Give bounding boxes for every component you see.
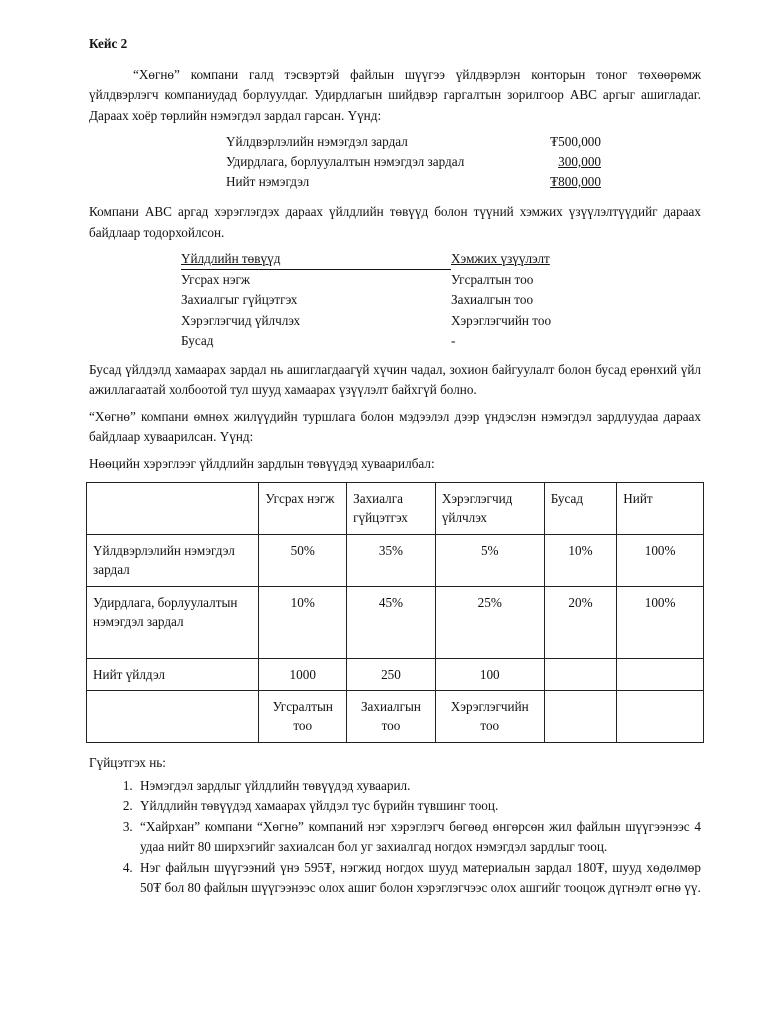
- cost-row: [226, 152, 601, 172]
- activity-measure: Хэрэглэгчийн тоо: [451, 312, 552, 328]
- table-cell: Захиалгын тоо: [347, 691, 436, 743]
- cost-amount: ₮800,000: [550, 174, 601, 189]
- activity-header: [181, 249, 566, 270]
- table-row-label: Үйлдвэрлэлийн нэмэгдэл зардал: [87, 535, 259, 587]
- activity-center: Угсрах нэгж: [181, 271, 251, 287]
- table-cell: 10%: [544, 535, 617, 587]
- table-header-cell: Угсрах нэгж: [259, 483, 347, 535]
- cost-row-total: [226, 172, 601, 192]
- table-cell: 100%: [617, 587, 704, 659]
- activity-measure: Захиалгын тоо: [451, 292, 534, 307]
- table-row: [87, 691, 704, 743]
- activity-row: [181, 290, 566, 311]
- cost-amount: ₮500,000: [550, 134, 601, 149]
- activity-center: Захиалгыг гүйцэтгэх: [181, 292, 298, 307]
- cost-label: Нийт нэмэгдэл: [226, 174, 310, 189]
- table-cell: 45%: [347, 587, 436, 659]
- case-document: [89, 34, 701, 899]
- resource-allocation-caption: Нөөцийн хэрэглээг үйлдлийн зардлын төвүүдэд хуваарилбал:: [89, 455, 435, 471]
- intro-paragraph: “Хөгнө” компани галд тэсвэртэй файлын шүүгээ үйлдвэрлэн конторын тоног төхөөрөмж үйлдвэрлэгч компаниудад борлуулдаг. Удирдлагын шийдвэр гаргалтын зорилгоор ABC аргыг ашигладаг. Дараах хоёр төрлийн нэмэгдэл зардал гарсан. Үүнд:: [89, 66, 701, 123]
- table-cell: [617, 659, 704, 691]
- table-cell: 250: [347, 659, 436, 691]
- task-item: 4. Нэг файлын шүүгээний үнэ 595₮, нэгжид ногдох шууд материалын зардал 180₮, шууд хөдөлмөр 50₮ бол 80 файлын шүүгээнээс олох ашиг болон хэрэглэгчээс олох ашгийг тооцож дүгнэлт өгнө үү.: [136, 858, 701, 899]
- table-row: [87, 535, 704, 587]
- table-row-label: [87, 691, 259, 743]
- task-item: 3. “Хайрхан” компани “Хөгнө” компаний нэг хэрэглэгч бөгөөд өнгөрсөн жил файлын шүүгээнээс 4 удаа нийт 80 ширхэгийг захиалсан бол уг захиалгад ногдох нэмэгдэл зардлыг тооц.: [136, 817, 701, 858]
- activity-row: [181, 331, 566, 352]
- other-costs-paragraph: Бусад үйлдэлд хамаарах зардал нь ашиглагдаагүй хүчин чадал, зохион байгуулалт болон бусад ерөнхий үйл ажиллагаатай холбоотой тул шууд хамаарах үзүүлэлт байхгүй болно.: [89, 361, 701, 397]
- table-cell: 10%: [259, 587, 347, 659]
- table-row-label: Удирдлага, борлуулалтын нэмэгдэл зардал: [87, 587, 259, 659]
- activity-measure: Угсралтын тоо: [451, 271, 534, 287]
- activity-header-measure: Хэмжих үзүүлэлт: [451, 251, 550, 266]
- table-cell: 100: [435, 659, 544, 691]
- table-cell: Угсралтын тоо: [259, 691, 347, 743]
- activity-center: Хэрэглэгчид үйлчлэх: [181, 312, 301, 328]
- cost-amount: 300,000: [558, 154, 601, 169]
- cost-label: Удирдлага, борлуулалтын нэмэгдэл зардал: [226, 154, 465, 169]
- table-row: [87, 659, 704, 691]
- table-header-cell: Хэрэглэгчид үйлчлэх: [435, 483, 544, 535]
- table-header-cell: Бусад: [544, 483, 617, 535]
- activity-measure: -: [451, 333, 456, 348]
- tasks-list: [89, 776, 701, 899]
- cost-row: [226, 132, 601, 152]
- table-cell: 1000: [259, 659, 347, 691]
- table-cell: 35%: [347, 535, 436, 587]
- activity-row: [181, 270, 566, 291]
- cost-label: Үйлдвэрлэлийн нэмэгдэл зардал: [226, 134, 408, 149]
- case-title: Кейс 2: [89, 36, 128, 51]
- task-item: 2. Үйлдлийн төвүүдэд хамаарах үйлдэл тус бүрийн түвшинг тооц.: [136, 796, 701, 817]
- table-cell: 100%: [617, 535, 704, 587]
- table-cell: Хэрэглэгчийн тоо: [435, 691, 544, 743]
- table-cell: [617, 691, 704, 743]
- table-cell: 50%: [259, 535, 347, 587]
- table-cell: 20%: [544, 587, 617, 659]
- task-item: 1. Нэмэгдэл зардлыг үйлдлийн төвүүдэд хуваарил.: [136, 776, 701, 797]
- table-cell: 5%: [435, 535, 544, 587]
- tasks-title: Гүйцэтгэх нь:: [89, 755, 166, 770]
- table-header-row: [87, 483, 704, 535]
- table-header-cell: [87, 483, 259, 535]
- table-header-cell: Захиалга гүйцэтгэх: [347, 483, 436, 535]
- activity-intro-paragraph: Компани ABC аргад хэрэглэгдэх дараах үйлдлийн төвүүд болон түүний хэмжих үзүүлэлтүүдийг дараах байдлаар тодорхойлсон.: [89, 204, 701, 240]
- allocation-intro-paragraph: “Хөгнө” компани өмнөх жилүүдийн туршлага болон мэдээлэл дээр үндэслэн нэмэгдэл зардлуудаа дараах байдлаар хуваарилсан. Үүнд:: [89, 408, 701, 444]
- table-row-label: Нийт үйлдэл: [87, 659, 259, 691]
- activity-header-center: Үйлдлийн төвүүд: [181, 249, 451, 270]
- table-cell: [544, 659, 617, 691]
- table-cell: 25%: [435, 587, 544, 659]
- table-header-cell: Нийт: [617, 483, 704, 535]
- table-cell: [544, 691, 617, 743]
- overhead-cost-list: [226, 132, 601, 192]
- table-row: [87, 587, 704, 659]
- allocation-table: [86, 482, 704, 743]
- activity-center: Бусад: [181, 333, 214, 348]
- activity-centers-list: [181, 249, 566, 352]
- activity-row: [181, 311, 566, 332]
